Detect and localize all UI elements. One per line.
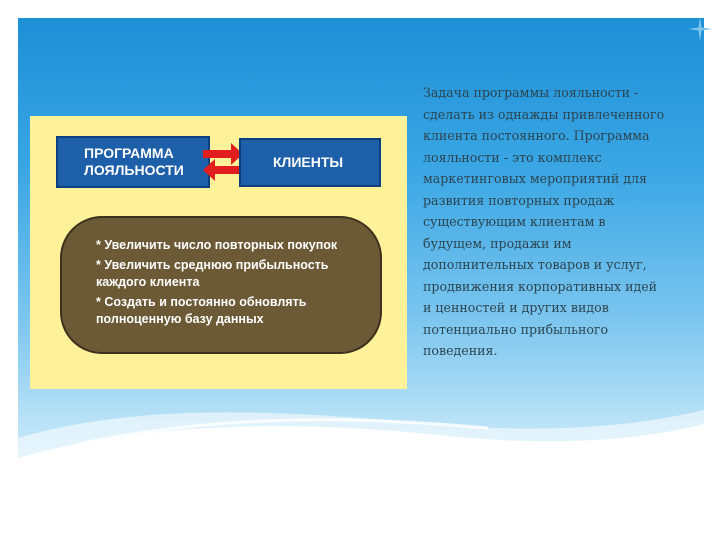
program-label: ПРОГРАММА ЛОЯЛЬНОСТИ — [84, 145, 184, 178]
star-icon — [688, 17, 712, 41]
goals-panel — [60, 216, 382, 354]
program-box — [56, 136, 210, 188]
clients-box — [239, 138, 381, 187]
goal-item: * Создать и постоянно обновлять полноценную базу данных — [96, 295, 307, 326]
goal-item: * Увеличить среднюю прибыльность каждого клиента — [96, 258, 329, 289]
slide-body-text: Задача программы лояльности - сделать из однажды привлеченного клиента постоянного. Программа лояльности - это комплекс маркетинговых мероприятий для развития повторных продаж существующим клиентам в будущем, продажи им дополнительных товаров и услуг, продвижения корпоративных идей и ценностей и других видов потенциально прибыльного поведения. — [423, 85, 665, 358]
goal-item: * Увеличить число повторных покупок — [96, 238, 338, 252]
clients-label: КЛИЕНТЫ — [273, 154, 344, 170]
loyalty-program-figure — [30, 116, 407, 389]
